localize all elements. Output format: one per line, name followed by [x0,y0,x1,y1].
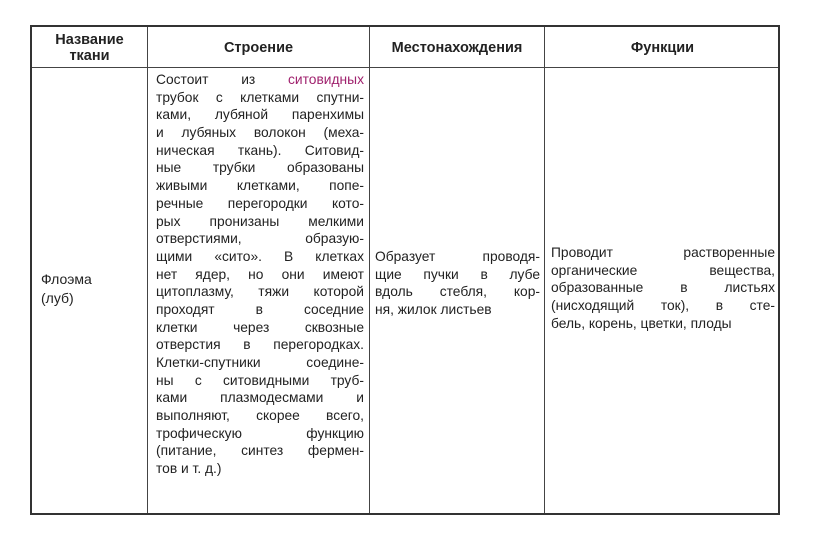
structure-line-part: Состоит из [156,72,289,87]
location-line: щие пучки в лубе [375,266,540,282]
function-line: органические вещества, [551,262,775,278]
function-line: (нисходящий ток), в сте- [551,298,775,314]
cell-location [375,248,540,319]
structure-line: ническая ткань). Ситовид- [156,142,364,158]
tissue-table [30,25,780,515]
structure-line: и лубяных волокон (меха- [156,125,364,141]
header-functions: Функции [630,40,695,56]
header-tissue-name-line: Название [55,32,124,48]
location-line: ня, жилок листьев [375,302,492,318]
function-line: образованные в листьях [551,280,775,296]
structure-line: проходят в соседние [156,301,364,317]
function-line: бель, корень, цветки, плоды [551,315,732,331]
column-divider [544,27,545,513]
structure-line: речные перегородки кото- [156,195,364,211]
structure-line: трубок с клетками спутни- [156,89,364,105]
structure-line: щими «сито». В клетках [156,248,364,264]
structure-line: рых пронизаны мелкими [156,213,364,229]
structure-line: ны с ситовидными труб- [156,372,364,388]
structure-line: ками плазмодесмами и [156,390,364,406]
structure-line: тов и т. д.) [156,461,222,477]
structure-line: ные трубки образованы [156,160,364,176]
column-divider [147,27,148,513]
header-tissue-name-line: ткани [69,48,110,64]
structure-line: клетки через сквозные [156,319,364,335]
header-tissue-name [32,27,147,69]
header-location: Местонахождения [391,40,523,56]
function-line: Проводит растворенные [551,245,775,260]
structure-line: цитоплазму, тяжи которой [156,284,364,300]
column-divider [369,27,370,513]
highlighted-term: ситовидных [288,72,364,87]
structure-line [156,71,364,89]
tissue-name-line: (луб) [41,290,74,306]
header-structure: Строение [223,40,294,56]
cell-functions [551,244,775,332]
structure-line: выполняют, скорее всего, [156,408,364,424]
structure-line: трофическую функцию [156,425,364,441]
structure-line: отверстия в перегородках. [156,337,364,353]
structure-line: отверстиями, образую- [156,231,364,247]
location-line: Образует проводя- [375,249,540,264]
cell-tissue-name [41,270,141,308]
structure-line: ками, лубяной паренхимы [156,107,364,123]
structure-line: (питание, синтез фермен- [156,443,364,459]
location-line: вдоль стебля, кор- [375,284,540,300]
structure-line: живыми клетками, попе- [156,178,364,194]
structure-line: нет ядер, но они имеют [156,266,364,282]
cell-structure [156,71,364,478]
tissue-name-line: Флоэма [41,271,92,287]
structure-line: Клетки-спутники соедине- [156,355,364,370]
